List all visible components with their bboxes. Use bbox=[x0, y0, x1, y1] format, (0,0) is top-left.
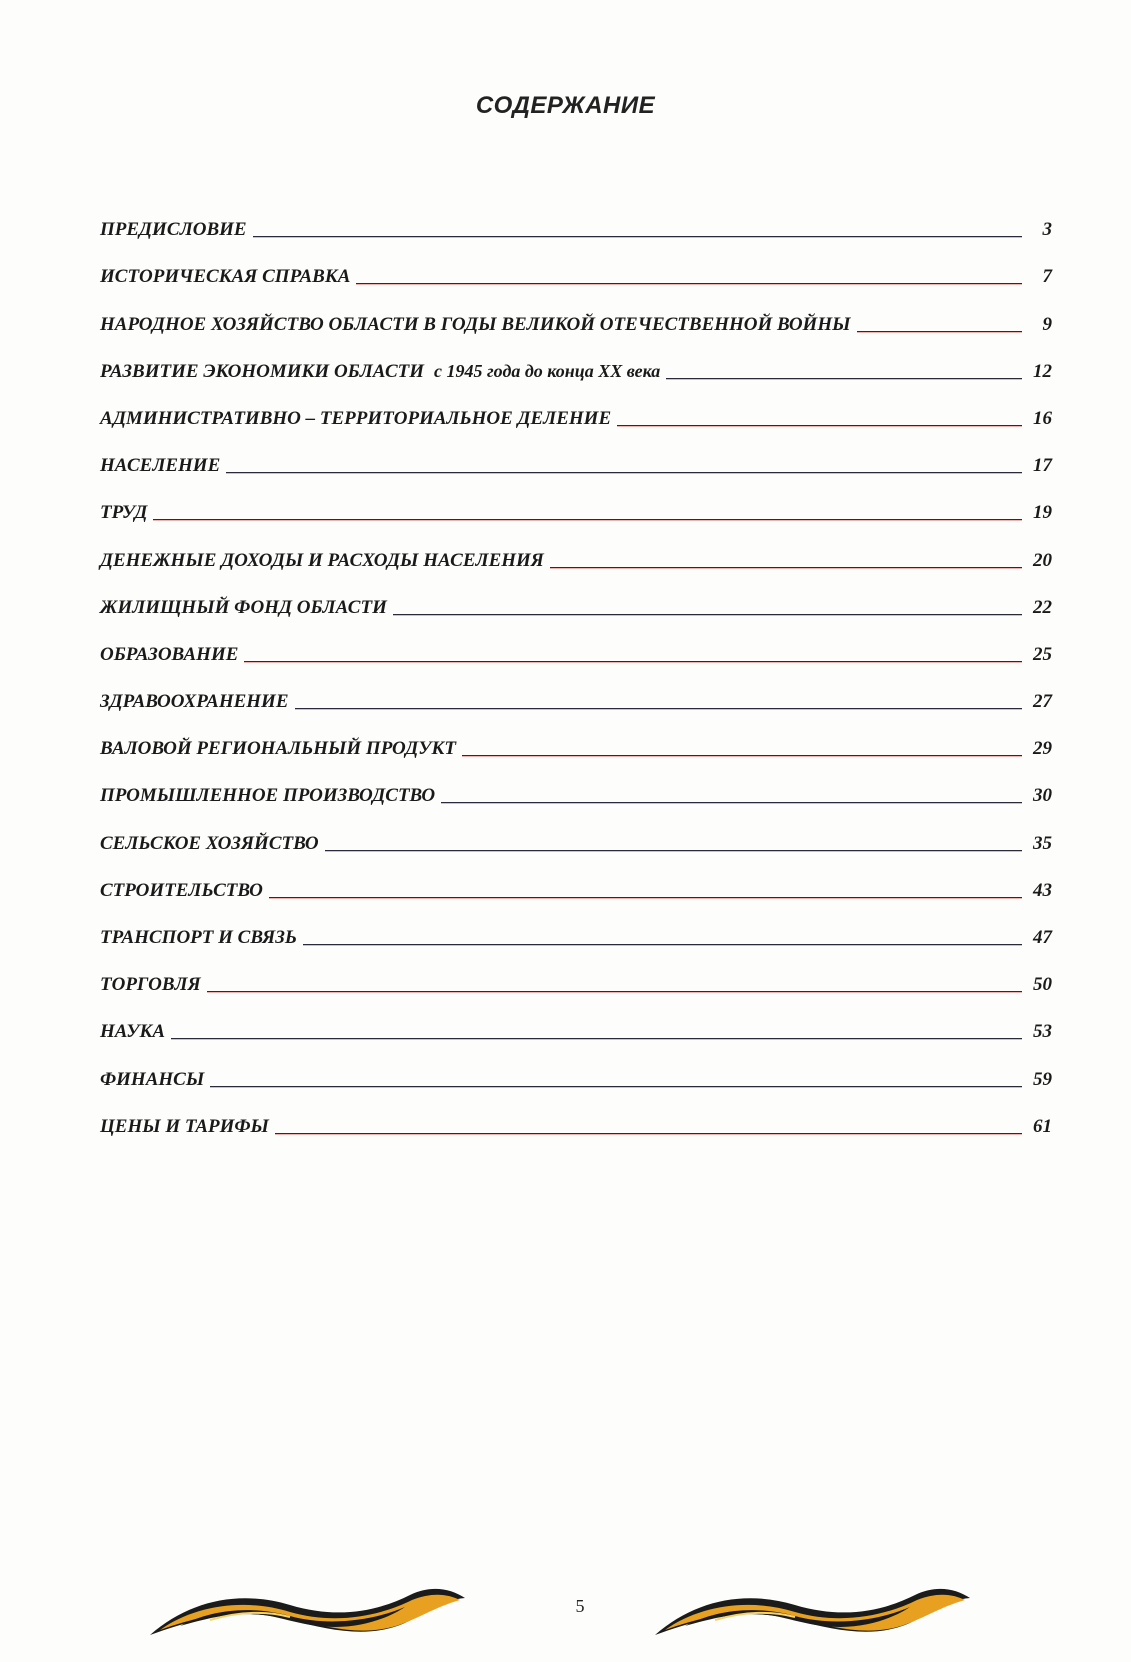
toc-entry-label bbox=[100, 314, 851, 336]
page-number: 5 bbox=[575, 1596, 585, 1616]
toc-entry-label bbox=[100, 550, 544, 572]
toc-entry-label bbox=[100, 455, 220, 477]
toc-entry-label bbox=[100, 361, 660, 383]
toc-entry-subtitle: с 1945 года до конца XX века bbox=[434, 360, 661, 381]
toc-entry[interactable] bbox=[100, 807, 1052, 854]
toc-entry[interactable] bbox=[100, 194, 1052, 241]
toc-entry[interactable] bbox=[100, 477, 1052, 524]
toc-page-number: 9 bbox=[1042, 313, 1052, 335]
toc-page-number: 43 bbox=[1033, 879, 1052, 901]
toc-entry[interactable] bbox=[100, 760, 1052, 807]
toc-entry-title: ПРОМЫШЛЕННОЕ ПРОИЗВОДСТВО bbox=[100, 785, 436, 807]
toc-page-number: 29 bbox=[1033, 738, 1052, 760]
toc-entry-title: ФИНАНСЫ bbox=[100, 1068, 205, 1090]
ribbon-icon bbox=[655, 1589, 970, 1635]
toc-entry-title: ЗДРАВООХРАНЕНИЕ bbox=[100, 691, 289, 713]
toc-entry[interactable] bbox=[100, 996, 1052, 1043]
toc-entry-label bbox=[100, 880, 263, 902]
toc-entry[interactable] bbox=[100, 241, 1052, 288]
toc-leader-line bbox=[210, 1084, 1022, 1087]
toc-leader-line bbox=[303, 942, 1022, 945]
toc-leader-line bbox=[666, 376, 1022, 379]
toc-entry-title: ТРУД bbox=[100, 502, 148, 524]
toc-page-number: 7 bbox=[1042, 266, 1052, 288]
toc-leader-line bbox=[226, 470, 1022, 473]
toc-leader-line bbox=[171, 1036, 1022, 1039]
toc-leader-line bbox=[441, 800, 1022, 803]
toc-entry-title: СТРОИТЕЛЬСТВО bbox=[100, 879, 263, 901]
toc-leader-line bbox=[207, 989, 1022, 992]
toc-leader-line bbox=[462, 753, 1022, 756]
toc-leader-line bbox=[153, 517, 1022, 520]
toc-entry-label bbox=[100, 691, 289, 713]
toc-entry[interactable] bbox=[100, 666, 1052, 713]
toc-entry[interactable] bbox=[100, 713, 1052, 760]
toc-entry-title: СЕЛЬСКОЕ ХОЗЯЙСТВО bbox=[100, 832, 319, 854]
toc-entry-label bbox=[100, 1021, 165, 1043]
toc-entry-label bbox=[100, 785, 435, 807]
toc-entry[interactable] bbox=[100, 949, 1052, 996]
right-ribbon-ornament bbox=[655, 1580, 975, 1650]
toc-entry-title: РАЗВИТИЕ ЭКОНОМИКИ ОБЛАСТИ bbox=[100, 360, 425, 382]
toc-entry-title: ДЕНЕЖНЫЕ ДОХОДЫ И РАСХОДЫ НАСЕЛЕНИЯ bbox=[100, 549, 544, 571]
toc-entry-title: ИСТОРИЧЕСКАЯ СПРАВКА bbox=[100, 266, 351, 288]
toc-entry[interactable] bbox=[100, 1043, 1052, 1090]
toc-page-number: 12 bbox=[1033, 360, 1052, 382]
toc-entry-title: ЖИЛИЩНЫЙ ФОНД ОБЛАСТИ bbox=[100, 596, 387, 618]
toc-entry[interactable] bbox=[100, 572, 1052, 619]
toc-leader-line bbox=[244, 659, 1022, 662]
page-title: СОДЕРЖАНИЕ bbox=[475, 92, 656, 119]
toc-leader-line bbox=[550, 565, 1022, 568]
toc-page-number: 25 bbox=[1033, 643, 1052, 665]
toc-page-number: 16 bbox=[1033, 407, 1052, 429]
toc-entry-label bbox=[100, 974, 201, 996]
toc-leader-line bbox=[269, 895, 1022, 898]
toc-leader-line bbox=[295, 706, 1023, 709]
toc-entry-label bbox=[100, 738, 456, 760]
toc-page-number: 20 bbox=[1033, 549, 1052, 571]
toc-leader-line bbox=[275, 1131, 1022, 1134]
toc-leader-line bbox=[356, 281, 1022, 284]
toc-page-number: 61 bbox=[1033, 1115, 1052, 1137]
toc-page-number: 59 bbox=[1033, 1068, 1052, 1090]
toc-page-number: 3 bbox=[1042, 219, 1052, 241]
toc-entry-title: ВАЛОВОЙ РЕГИОНАЛЬНЫЙ ПРОДУКТ bbox=[100, 738, 456, 760]
toc-page-number: 19 bbox=[1033, 502, 1052, 524]
toc-entry-title: ТОРГОВЛЯ bbox=[100, 974, 201, 996]
toc-entry-label bbox=[100, 266, 350, 288]
toc-entry-title: ПРЕДИСЛОВИЕ bbox=[100, 219, 247, 241]
toc-entry-title: АДМИНИСТРАТИВНО – ТЕРРИТОРИАЛЬНОЕ ДЕЛЕНИЕ bbox=[100, 407, 612, 429]
toc-entry-title: НАСЕЛЕНИЕ bbox=[100, 455, 221, 477]
toc-entry-label bbox=[100, 644, 238, 666]
toc-entry-label bbox=[100, 502, 147, 524]
toc-entry[interactable] bbox=[100, 855, 1052, 902]
toc-leader-line bbox=[857, 329, 1022, 332]
toc-leader-line bbox=[253, 234, 1022, 237]
toc-entry-label bbox=[100, 1116, 269, 1138]
toc-entry[interactable] bbox=[100, 1091, 1052, 1138]
toc-page-number: 17 bbox=[1033, 455, 1052, 477]
toc-entry-label bbox=[100, 219, 247, 241]
toc-entry[interactable] bbox=[100, 336, 1052, 383]
toc-entry-title: НАУКА bbox=[100, 1021, 166, 1043]
toc-entry-label bbox=[100, 927, 297, 949]
toc-leader-line bbox=[325, 848, 1022, 851]
toc-page-number: 22 bbox=[1033, 596, 1052, 618]
toc-page-number: 53 bbox=[1033, 1021, 1052, 1043]
toc-leader-line bbox=[393, 612, 1022, 615]
toc-page-number: 30 bbox=[1033, 785, 1052, 807]
table-of-contents bbox=[100, 194, 1052, 1138]
toc-entry[interactable] bbox=[100, 619, 1052, 666]
toc-entry-title: НАРОДНОЕ ХОЗЯЙСТВО ОБЛАСТИ В ГОДЫ ВЕЛИКОЙ ОТЕЧЕСТВЕННОЙ ВОЙНЫ bbox=[100, 313, 851, 335]
toc-entry-label bbox=[100, 408, 611, 430]
toc-entry-title: ОБРАЗОВАНИЕ bbox=[100, 643, 239, 665]
toc-entry[interactable] bbox=[100, 288, 1052, 335]
toc-entry[interactable] bbox=[100, 383, 1052, 430]
toc-page-number: 27 bbox=[1033, 691, 1052, 713]
toc-entry[interactable] bbox=[100, 902, 1052, 949]
toc-page-number: 50 bbox=[1033, 974, 1052, 996]
toc-entry-label bbox=[100, 1069, 204, 1091]
toc-entry-title: ТРАНСПОРТ И СВЯЗЬ bbox=[100, 927, 297, 948]
toc-entry[interactable] bbox=[100, 430, 1052, 477]
toc-entry[interactable] bbox=[100, 524, 1052, 571]
toc-leader-line bbox=[617, 423, 1022, 426]
toc-entry-title: ЦЕНЫ И ТАРИФЫ bbox=[100, 1115, 269, 1137]
toc-entry-label bbox=[100, 597, 387, 619]
toc-page-number: 35 bbox=[1033, 832, 1052, 854]
toc-page-number: 47 bbox=[1033, 927, 1052, 948]
toc-entry-label bbox=[100, 833, 319, 855]
